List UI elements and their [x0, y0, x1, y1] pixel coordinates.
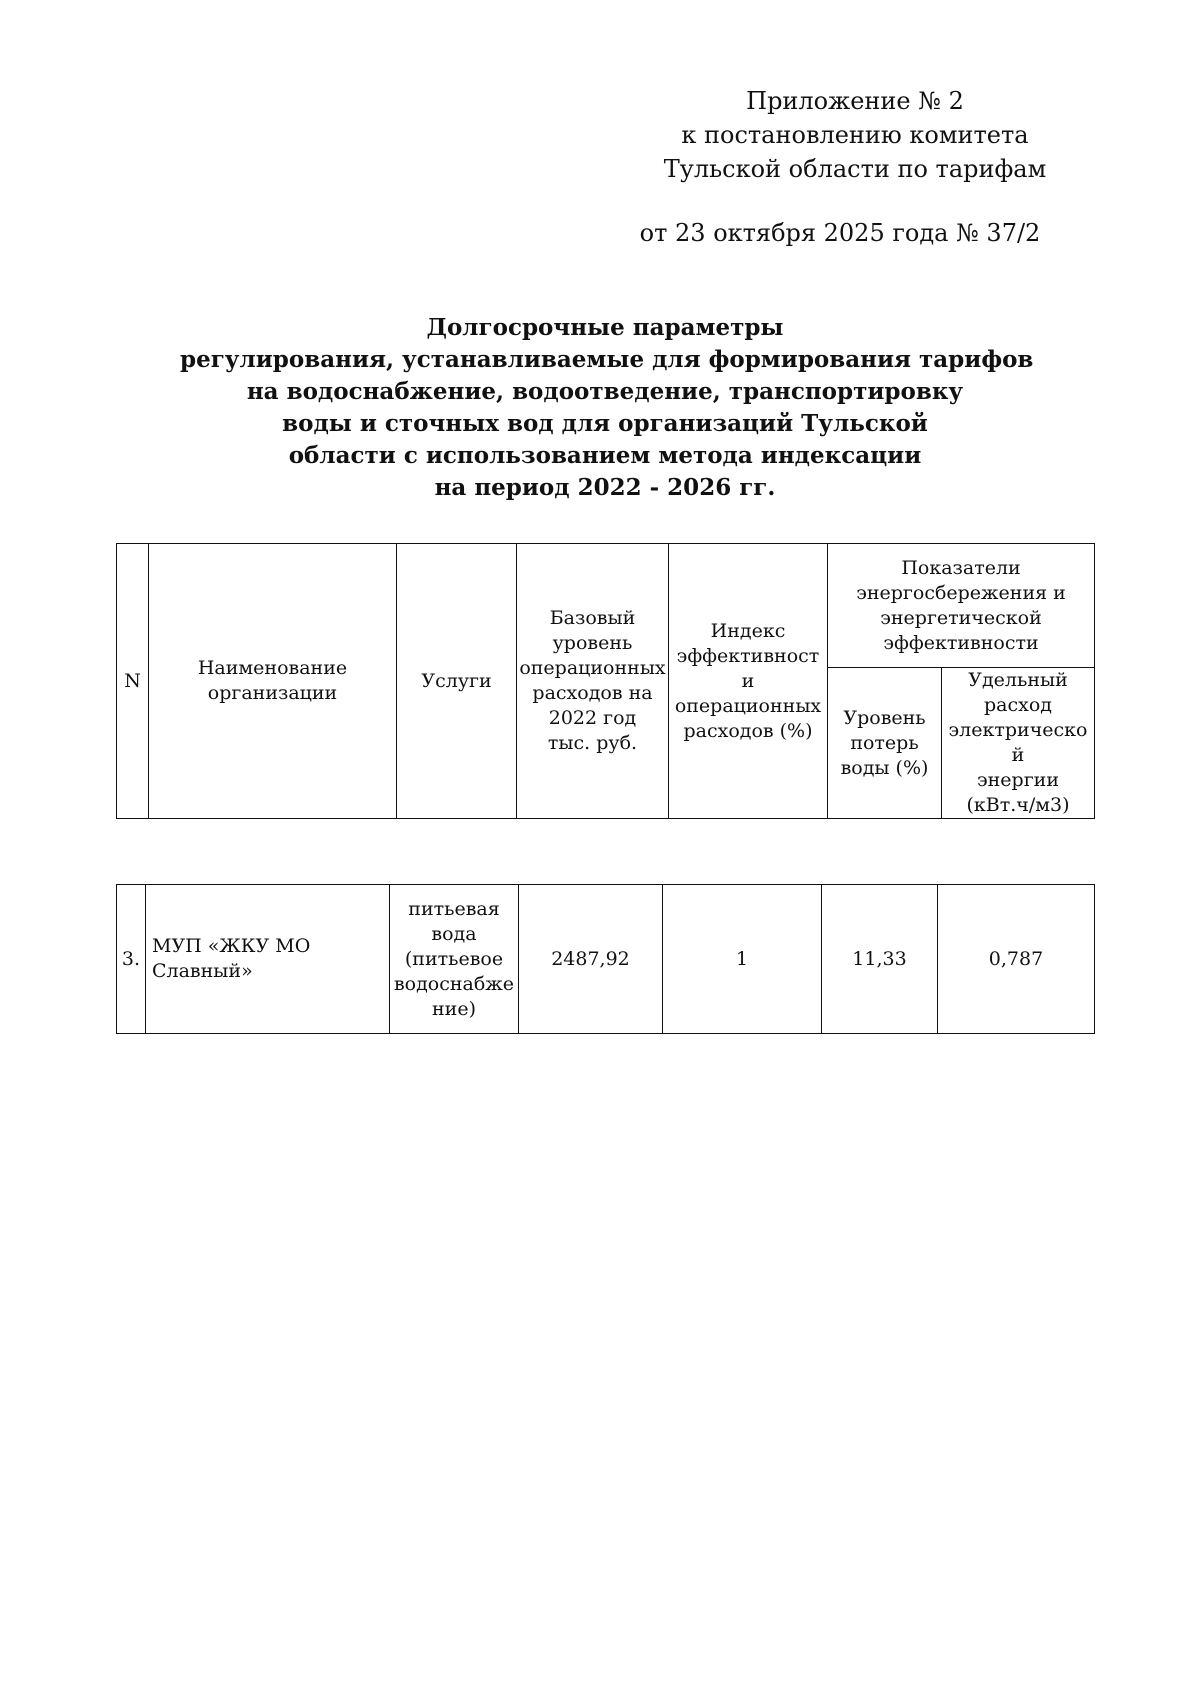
- col-header-base-level: Базовый уровень операционных расходов на 2022 год тыс. руб.: [517, 544, 669, 819]
- table-row: [117, 885, 1095, 1034]
- col-header-energy-group: Показатели энергосбережения и энергетической эффективности: [828, 544, 1095, 668]
- col-header-n: N: [117, 544, 149, 819]
- col-header-services: Услуги: [397, 544, 517, 819]
- col-header-org: Наименование организации: [149, 544, 397, 819]
- appendix-line-2: к постановлению комитета: [681, 121, 1029, 149]
- resolution-date: от 23 октября 2025 года № 37/2: [639, 219, 1041, 247]
- cell-specific-consumption: 0,787: [938, 885, 1095, 1034]
- cell-efficiency-index: 1: [663, 885, 822, 1034]
- cell-n: 3.: [117, 885, 146, 1034]
- cell-base-level: 2487,92: [519, 885, 663, 1034]
- parameters-table-header: [116, 543, 1095, 819]
- col-header-specific-consumption: Удельный расход электрической энергии (кВт.ч/м3): [942, 668, 1095, 819]
- document-title: [180, 312, 1034, 504]
- appendix-line-1: Приложение № 2: [746, 87, 964, 115]
- col-header-efficiency-index: Индекс эффективности операционных расходов (%): [669, 544, 828, 819]
- cell-water-loss: 11,33: [822, 885, 938, 1034]
- title-line-2: регулирования, устанавливаемые для формирования тарифов: [180, 346, 1034, 373]
- parameters-table-body: [116, 884, 1095, 1034]
- title-line-4: воды и сточных вод для организаций Тульской: [282, 410, 928, 437]
- title-line-3: на водоснабжение, водоотведение, транспортировку: [246, 378, 964, 405]
- title-line-5: области с использованием метода индексации: [288, 442, 922, 469]
- title-line-1: Долгосрочные параметры: [426, 314, 784, 341]
- title-line-6: на период 2022 - 2026 гг.: [434, 474, 776, 501]
- cell-service: питьевая вода (питьевое водоснабже ние): [390, 885, 519, 1034]
- appendix-block: [620, 84, 1090, 186]
- col-header-water-loss: Уровень потерь воды (%): [828, 668, 942, 819]
- appendix-line-3: Тульской области по тарифам: [663, 155, 1047, 183]
- cell-org: МУП «ЖКУ МО Славный»: [146, 885, 390, 1034]
